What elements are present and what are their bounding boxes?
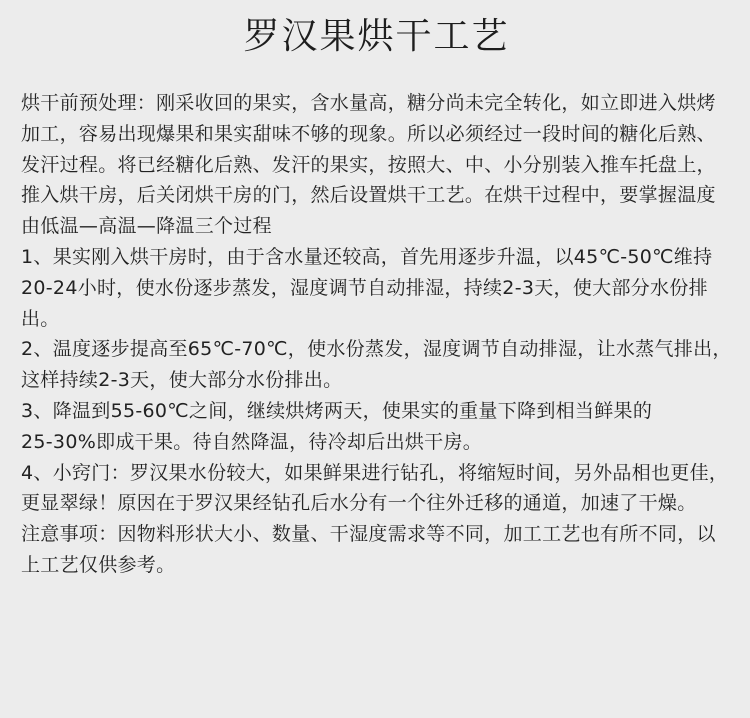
- paragraph-step-3-continued: 25-30%即成干果。待自然降温，待冷却后出烘干房。: [21, 430, 483, 453]
- paragraph-step-2: 2、温度逐步提高至65℃-70℃，使水份蒸发，湿度调节自动排湿，让水蒸气排出，这样持续2-3天，使大部分水份排出。: [21, 338, 732, 392]
- paragraph-preprocessing: 烘干前预处理：刚采收回的果实，含水量高，糖分尚未完全转化，如立即进入烘烤加工，容易出现爆果和果实甜味不够的现象。所以必须经过一段时间的糖化后熟、发汗过程。将已经糖化后熟、发汗的果实，按照大、中、小分别装入推车托盘上，推入烘干房，后关闭烘干房的门，然后设置烘干工艺。在烘干过程中，要掌握温度由低温—高温—降温三个过程: [21, 92, 716, 238]
- document-body: [21, 88, 732, 581]
- document-title: 罗汉果烘干工艺: [243, 16, 510, 57]
- paragraph-step-3: 3、降温到55-60℃之间，继续烘烤两天，使果实的重量下降到相当鲜果的: [21, 399, 653, 422]
- paragraph-notes: 注意事项：因物料形状大小、数量、干湿度需求等不同，加工工艺也有所不同，以上工艺仅供参考。: [21, 523, 716, 576]
- paragraph-step-1: 1、果实刚入烘干房时，由于含水量还较高，首先用逐步升温，以45℃-50℃维持20-24小时，使水份逐步蒸发，湿度调节自动排湿，持续2-3天，使大部分水份排出。: [21, 245, 713, 330]
- paragraph-tip: 4、小窍门：罗汉果水份较大，如果鲜果进行钻孔，将缩短时间，另外品相也更佳，更显翠绿！原因在于罗汉果经钻孔后水分有一个往外迁移的通道，加速了干燥。: [21, 461, 729, 515]
